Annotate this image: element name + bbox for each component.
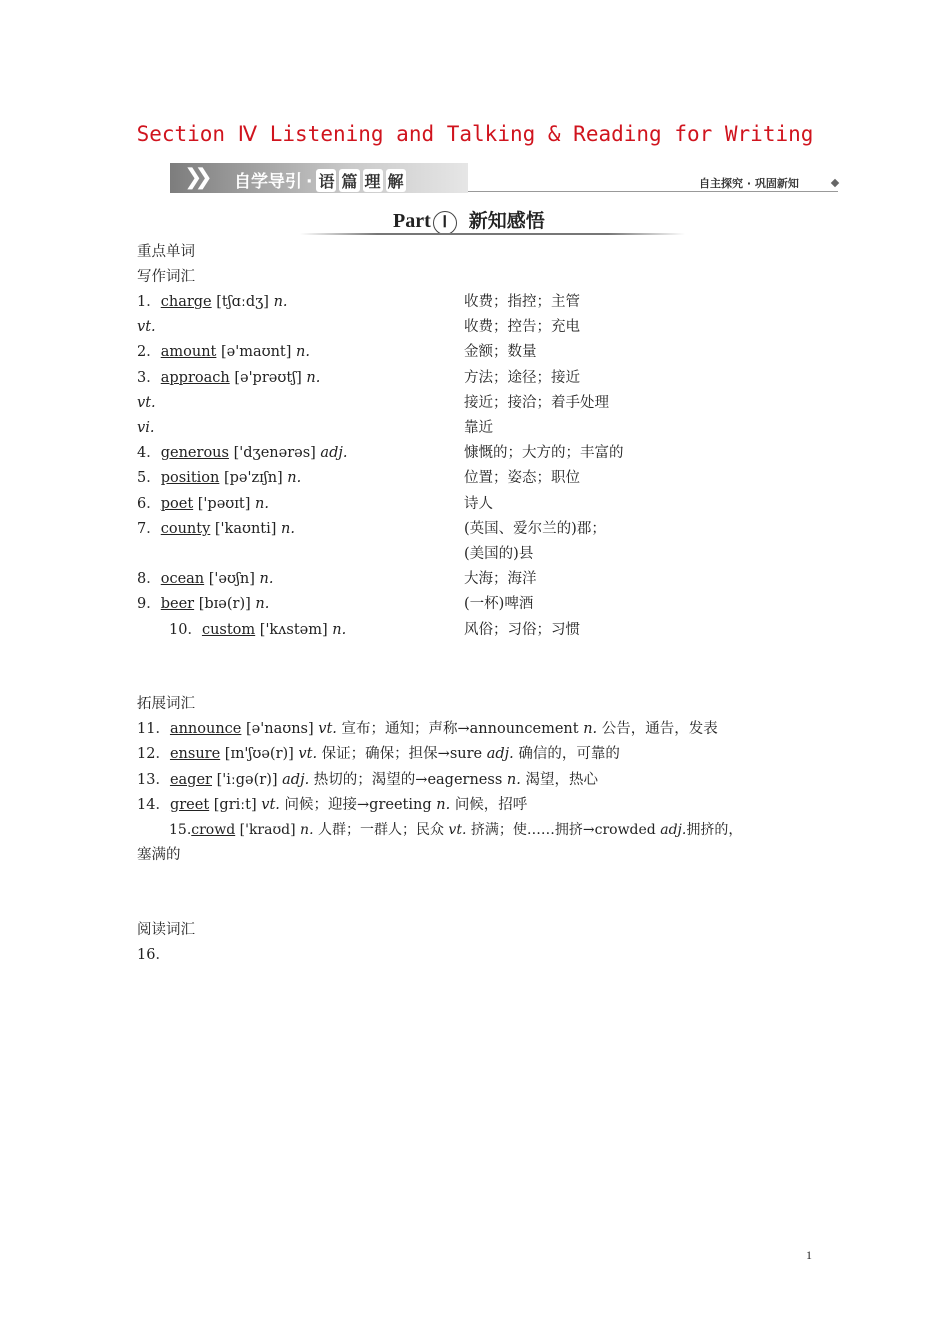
entry-number: 10． — [169, 621, 202, 638]
entry-number: 3． — [137, 369, 161, 386]
entry-pos: n. — [296, 344, 310, 361]
entry-meaning: (一杯)啤酒 — [464, 596, 534, 613]
section-label-key: 重点单词 — [137, 244, 195, 260]
entry-number: 6． — [137, 495, 161, 512]
section-label-writing: 写作词汇 — [137, 269, 195, 285]
vocab-entry — [137, 745, 620, 763]
entry-meaning: 靠近 — [464, 420, 493, 436]
entry-pos: adj. — [660, 822, 687, 838]
entry-pos: n. — [281, 520, 295, 537]
entry-pos: vt. — [448, 822, 467, 838]
entry-phonetic: [bɪə(r)] — [198, 596, 251, 613]
entry-number: 2． — [137, 344, 161, 361]
banner-box: 理 — [363, 169, 383, 192]
vocab-entry — [137, 796, 527, 814]
entry-phonetic: ['kraʊd] — [239, 822, 296, 838]
entry-phonetic: ['pəʊɪt] — [197, 495, 251, 512]
entry-word: charge — [160, 294, 212, 310]
entry-meaning: 风俗；习俗；习惯 — [464, 621, 580, 638]
entry-number: 15. — [169, 822, 192, 838]
entry-pos: n. — [255, 596, 270, 613]
page-number: 1 — [806, 1248, 812, 1262]
entry-word: approach — [160, 369, 230, 386]
entry-number: 8． — [137, 571, 161, 588]
entry-word: county — [160, 520, 211, 537]
banner-main: 自学导引 — [234, 172, 302, 192]
entry-number: 16． — [137, 947, 170, 964]
vocab-entry — [137, 570, 273, 588]
entry-pos: adj. — [282, 771, 310, 788]
entry-word: ensure — [169, 746, 221, 763]
chevron-icon: ❯❯ — [184, 165, 205, 190]
vocab-entry — [137, 495, 269, 513]
entry-word: amount — [160, 344, 217, 361]
entry-pos: adj. — [486, 746, 514, 763]
entry-meaning: 保证；确保；担保→sure — [321, 746, 483, 763]
entry-meaning: 人群；一群人；民众 — [317, 822, 444, 838]
entry-meaning: 问候，招呼 — [454, 796, 528, 813]
entry-pos: n. — [436, 796, 451, 813]
entry-meaning: 金额；数量 — [464, 344, 537, 361]
vocab-entry — [137, 946, 170, 964]
vocab-entry — [137, 595, 269, 613]
entry-number: 4． — [137, 445, 161, 462]
part-title: 新知感悟 — [468, 210, 545, 232]
vocab-entry — [137, 771, 598, 789]
entry-meaning: 收费；控告；充电 — [464, 319, 580, 336]
entry-pos: vt. — [261, 796, 280, 813]
entry-pos: adj. — [320, 445, 348, 462]
entry-number: 13． — [137, 771, 170, 788]
section-label-expand: 拓展词汇 — [137, 696, 195, 712]
entry-pos: n. — [306, 369, 321, 386]
entry-word: poet — [160, 495, 194, 512]
banner-text: 自学导引 · 语 篇 理 解 — [234, 167, 409, 192]
entry-number: 1． — [137, 294, 161, 310]
entry-pos: n. — [287, 470, 302, 487]
entry-number: 12． — [137, 746, 170, 763]
entry-meaning: 挤满；使……拥挤→crowded — [470, 822, 656, 838]
entry-meaning: 问候；迎接→greeting — [284, 796, 432, 813]
entry-word: position — [160, 470, 220, 487]
entry-meaning: 宣布；通知；声称→announcement — [341, 721, 579, 738]
entry-pos: n. — [583, 721, 598, 738]
entry-phonetic: ['kʌstəm] — [259, 621, 328, 638]
vocab-entry — [137, 520, 295, 538]
entry-phonetic: ['iːgə(r)] — [216, 771, 278, 788]
entry-meaning: 位置；姿态；职位 — [464, 470, 580, 487]
entry-pos: n. — [332, 621, 347, 638]
entry-phonetic: [pə'zɪʃn] — [223, 470, 283, 487]
entry-meaning: (英国、爱尔兰的)郡； — [464, 520, 606, 537]
entry-phonetic: [ə'prəʊtʃ] — [234, 369, 302, 386]
entry-number: 9． — [137, 596, 161, 613]
part-label: Part — [393, 210, 431, 232]
part-heading — [393, 206, 545, 235]
entry-pos: vt. — [318, 721, 337, 738]
entry-wrap: 塞满的 — [137, 847, 181, 864]
entry-pos: vi. — [137, 420, 155, 436]
entry-meaning: 热切的；渴望的→eagerness — [313, 771, 503, 788]
vocab-entry — [137, 419, 154, 437]
vocab-entry — [169, 621, 346, 639]
entry-meaning: 慷慨的；大方的；丰富的 — [464, 445, 624, 462]
entry-pos: vt. — [137, 394, 156, 411]
diamond-icon — [831, 179, 839, 187]
entry-phonetic: [tʃɑːdʒ] — [216, 294, 269, 310]
entry-meaning: 方法；途径；接近 — [464, 369, 580, 386]
vocab-entry — [137, 444, 347, 462]
entry-phonetic: [griːt] — [213, 796, 257, 813]
banner-box: 语 — [316, 169, 336, 192]
vocab-entry — [137, 394, 156, 412]
entry-meaning: 确信的，可靠的 — [518, 746, 620, 763]
entry-pos: n. — [273, 294, 288, 310]
part-numeral: Ⅰ — [433, 211, 457, 235]
entry-meaning: 诗人 — [464, 495, 493, 512]
entry-meaning: 拥挤的， — [686, 822, 743, 838]
entry-pos: vt. — [137, 319, 156, 336]
banner-rule — [468, 191, 838, 192]
entry-number: 14． — [137, 796, 170, 813]
entry-pos: n. — [259, 571, 274, 588]
part-rule — [300, 233, 685, 235]
entry-meaning: 公告，通告，发表 — [601, 721, 718, 738]
entry-meaning: 大海；海洋 — [464, 571, 537, 588]
entry-word: custom — [201, 621, 256, 638]
section-banner — [170, 163, 468, 193]
vocab-entry — [137, 469, 301, 487]
banner-box: 解 — [386, 169, 406, 192]
vocab-entry — [137, 369, 320, 387]
vocab-entry — [137, 318, 156, 336]
vocab-entry — [137, 343, 310, 361]
entry-phonetic: [ɪn'ʃʊə(r)] — [224, 746, 294, 763]
entry-pos: vt. — [298, 746, 318, 763]
entry-pos: n. — [255, 495, 269, 512]
entry-meaning: 渴望，热心 — [525, 771, 598, 788]
entry-word: ocean — [160, 571, 205, 588]
vocab-entry — [169, 821, 742, 839]
entry-phonetic: ['əʊʃn] — [208, 571, 255, 588]
entry-phonetic: [ə'maʊnt] — [220, 344, 292, 361]
vocab-entry — [137, 293, 288, 311]
entry-word: announce — [169, 721, 242, 738]
entry-meaning: (美国的)县 — [464, 546, 534, 562]
banner-box: 篇 — [339, 169, 359, 192]
entry-phonetic: ['dʒenərəs] — [233, 445, 316, 462]
section-label-reading: 阅读词汇 — [137, 922, 195, 938]
entry-pos: n. — [300, 822, 314, 838]
entry-phonetic: [ə'naʊns] — [246, 721, 314, 738]
entry-meaning: 接近；接洽；着手处理 — [464, 394, 609, 411]
entry-number: 7． — [137, 520, 161, 537]
entry-number: 5． — [137, 470, 161, 487]
section-title: Section Ⅳ Listening and Talking & Reading for Writing — [136, 122, 814, 146]
entry-word: greet — [169, 796, 210, 813]
entry-number: 11． — [137, 721, 170, 738]
right-tag: 自主探究 · 巩固新知 — [699, 177, 799, 190]
entry-pos: n. — [506, 771, 521, 788]
entry-word: eager — [169, 771, 212, 788]
entry-word: generous — [160, 445, 229, 462]
entry-word: crowd — [191, 822, 236, 838]
entry-phonetic: ['kaʊnti] — [214, 520, 277, 537]
vocab-entry — [137, 720, 718, 738]
entry-meaning: 收费；指控；主管 — [464, 294, 580, 310]
entry-word: beer — [160, 596, 195, 613]
